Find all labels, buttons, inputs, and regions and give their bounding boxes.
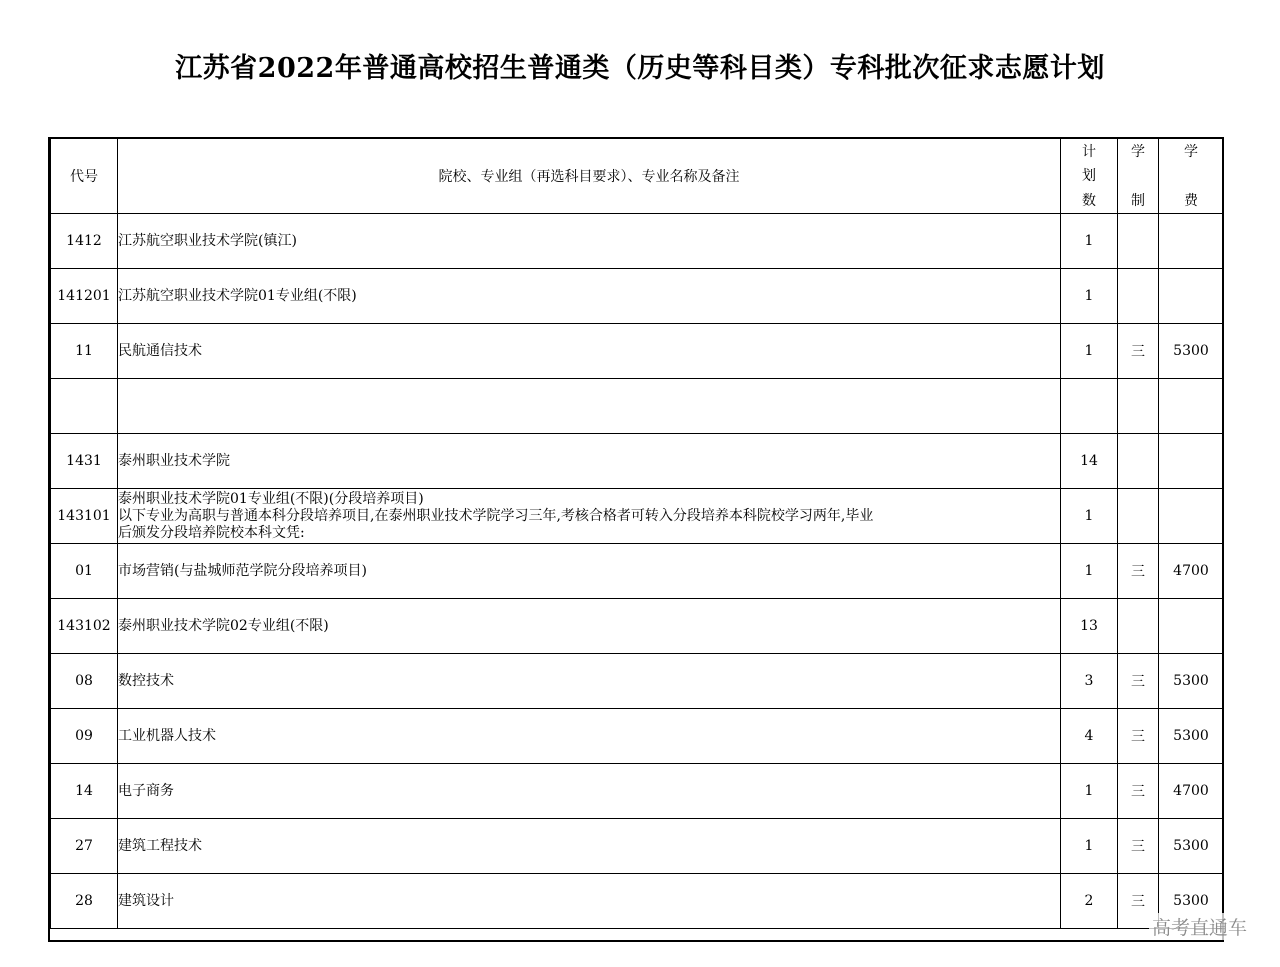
- cell-years: 三: [1118, 654, 1159, 709]
- cell-code: 09: [51, 709, 118, 764]
- cell-code: 11: [51, 324, 118, 379]
- cell-name: [118, 489, 1061, 544]
- table-row: [51, 654, 1224, 709]
- cell-years: [1118, 379, 1159, 434]
- cell-years: [1118, 269, 1159, 324]
- cell-fee: [1159, 434, 1224, 489]
- cell-fee: [1159, 269, 1224, 324]
- cell-num: [1061, 379, 1118, 434]
- cell-years: 三: [1118, 544, 1159, 599]
- table-row: [51, 489, 1224, 544]
- cell-num: 1: [1061, 269, 1118, 324]
- header-code: 代号: [51, 139, 118, 214]
- header-fee: [1159, 139, 1224, 214]
- cell-code: 143102: [51, 599, 118, 654]
- cell-num: 1: [1061, 214, 1118, 269]
- cell-name-line: 以下专业为高职与普通本科分段培养项目,在泰州职业技术学院学习三年,考核合格者可转入分段培养本科院校学习两年,毕业: [118, 507, 874, 524]
- cell-num: 1: [1061, 819, 1118, 874]
- header-fee-char: 学: [1184, 143, 1198, 160]
- cell-code: 141201: [51, 269, 118, 324]
- cell-name-line: 市场营销(与盐城师范学院分段培养项目): [118, 562, 367, 579]
- cell-name-line: 建筑工程技术: [118, 837, 202, 854]
- table-body: [51, 214, 1224, 929]
- cell-code: 08: [51, 654, 118, 709]
- cell-name-line: 泰州职业技术学院02专业组(不限): [118, 617, 329, 634]
- cell-fee: [1159, 599, 1224, 654]
- plan-table: [50, 138, 1224, 929]
- cell-fee: [1159, 214, 1224, 269]
- cell-name-line: 民航通信技术: [118, 342, 202, 359]
- cell-years: 三: [1118, 764, 1159, 819]
- header-plan-char: 划: [1082, 168, 1096, 184]
- cell-fee: 5300: [1159, 654, 1224, 709]
- cell-name: [118, 874, 1061, 929]
- cell-code: 01: [51, 544, 118, 599]
- cell-fee: 5300: [1159, 819, 1224, 874]
- cell-name: [118, 654, 1061, 709]
- cell-name-line: 数控技术: [118, 672, 174, 689]
- cell-code: 28: [51, 874, 118, 929]
- cell-name: [118, 819, 1061, 874]
- header-years-char: 学: [1131, 143, 1145, 160]
- cell-name: [118, 599, 1061, 654]
- table-border: [48, 137, 1224, 139]
- cell-years: [1118, 434, 1159, 489]
- cell-fee: [1159, 379, 1224, 434]
- cell-name: [118, 544, 1061, 599]
- header-years: [1118, 139, 1159, 214]
- header-fee-char: 费: [1184, 192, 1198, 209]
- header-plan: [1061, 139, 1118, 214]
- cell-years: [1118, 489, 1159, 544]
- cell-name-line: 江苏航空职业技术学院01专业组(不限): [118, 287, 357, 304]
- cell-num: 1: [1061, 764, 1118, 819]
- cell-name-line: 工业机器人技术: [118, 727, 216, 744]
- cell-name-line: 江苏航空职业技术学院(镇江): [118, 232, 297, 249]
- table-row: [51, 379, 1224, 434]
- table-row: [51, 269, 1224, 324]
- page-title: 江苏省2022年普通高校招生普通类（历史等科目类）专科批次征求志愿计划: [175, 53, 1105, 84]
- cell-code: 143101: [51, 489, 118, 544]
- cell-code: [51, 379, 118, 434]
- cell-name-line: 泰州职业技术学院01专业组(不限)(分段培养项目): [118, 490, 424, 507]
- header-plan-char: 数: [1082, 192, 1096, 209]
- cell-num: 13: [1061, 599, 1118, 654]
- cell-num: 1: [1061, 489, 1118, 544]
- cell-years: 三: [1118, 819, 1159, 874]
- table-header-row: [51, 139, 1224, 214]
- cell-code: 14: [51, 764, 118, 819]
- cell-num: 2: [1061, 874, 1118, 929]
- table-border: [1222, 137, 1224, 942]
- table-row: [51, 764, 1224, 819]
- table-row: [51, 599, 1224, 654]
- cell-years: [1118, 599, 1159, 654]
- header-years-char: 制: [1131, 192, 1145, 209]
- header-name: 院校、专业组（再选科目要求）、专业名称及备注: [118, 139, 1061, 214]
- table-row: [51, 434, 1224, 489]
- cell-name: [118, 764, 1061, 819]
- table-row: [51, 214, 1224, 269]
- table-row: [51, 819, 1224, 874]
- cell-fee: 4700: [1159, 544, 1224, 599]
- cell-code: 27: [51, 819, 118, 874]
- table-border: [48, 940, 1224, 942]
- cell-name: [118, 434, 1061, 489]
- cell-fee: 4700: [1159, 764, 1224, 819]
- cell-name: [118, 379, 1061, 434]
- cell-years: [1118, 214, 1159, 269]
- cell-fee: 5300: [1159, 709, 1224, 764]
- cell-name: [118, 214, 1061, 269]
- cell-num: 3: [1061, 654, 1118, 709]
- cell-name-line: 建筑设计: [118, 892, 174, 909]
- cell-fee: 5300: [1159, 874, 1224, 929]
- cell-name: [118, 709, 1061, 764]
- cell-years: 三: [1118, 709, 1159, 764]
- cell-name: [118, 269, 1061, 324]
- table-border: [48, 137, 50, 942]
- table-row: [51, 874, 1224, 929]
- cell-code: 1412: [51, 214, 118, 269]
- table-row: [51, 324, 1224, 379]
- header-plan-char: 计: [1082, 143, 1096, 160]
- cell-years: 三: [1118, 324, 1159, 379]
- cell-name-line: 泰州职业技术学院: [118, 452, 230, 469]
- cell-num: 1: [1061, 324, 1118, 379]
- cell-num: 1: [1061, 544, 1118, 599]
- table-row: [51, 709, 1224, 764]
- cell-fee: 5300: [1159, 324, 1224, 379]
- cell-num: 4: [1061, 709, 1118, 764]
- cell-years: 三: [1118, 874, 1159, 929]
- cell-name-line: 后颁发分段培养院校本科文凭:: [118, 524, 305, 541]
- cell-name-line: 电子商务: [118, 782, 174, 799]
- cell-fee: [1159, 489, 1224, 544]
- watermark: 高考直通车: [1149, 913, 1250, 940]
- cell-name: [118, 324, 1061, 379]
- table-row: [51, 544, 1224, 599]
- cell-code: 1431: [51, 434, 118, 489]
- cell-num: 14: [1061, 434, 1118, 489]
